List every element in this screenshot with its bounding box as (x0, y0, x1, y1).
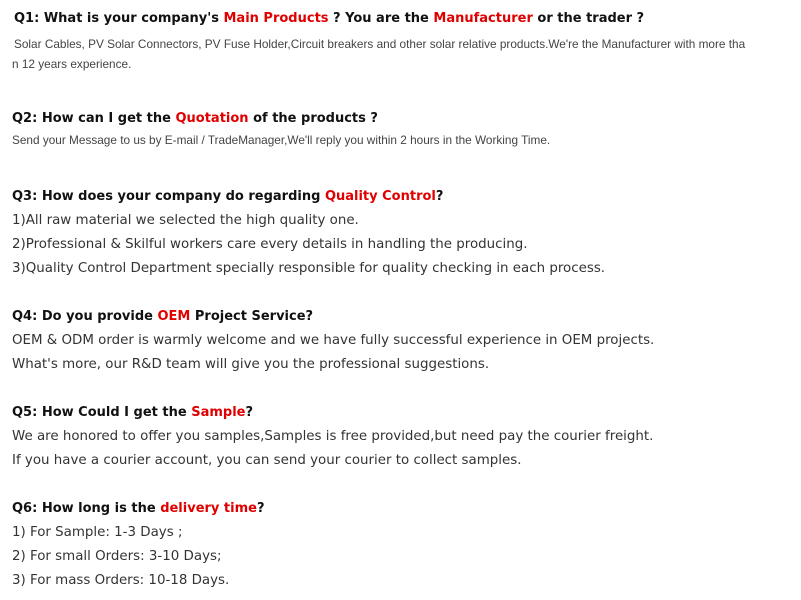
answer-6-line-3: 3) For mass Orders: 10-18 Days. (12, 573, 230, 588)
question-1 (14, 10, 644, 28)
question-5 (12, 404, 253, 422)
question-3 (12, 188, 443, 206)
question-6-highlight-delivery-time: delivery time (160, 501, 257, 516)
answer-3-line-1: 1)All raw material we selected the high quality one. (12, 213, 359, 228)
question-5-highlight-sample: Sample (191, 405, 246, 420)
question-3-text-end: ? (435, 189, 444, 204)
answer-1-line-2: n 12 years experience. (12, 57, 132, 71)
answer-1-line-1: Solar Cables, PV Solar Connectors, PV Fuse Holder,Circuit breakers and other solar relative products.We're the Manufacturer with more tha (14, 37, 746, 51)
question-2 (12, 110, 378, 128)
question-2-text-end: of the products ? (248, 111, 378, 126)
question-2-text: Q2: How can I get the (12, 111, 176, 126)
answer-4-line-2: What's more, our R&D team will give you the professional suggestions. (12, 357, 490, 372)
question-1-highlight-manufacturer: Manufacturer (433, 11, 533, 26)
answer-5-line-1: We are honored to offer you samples,Samples is free provided,but need pay the courier freight. (12, 429, 654, 444)
question-1-text-end: or the trader ? (532, 11, 645, 26)
question-1-text-mid: ? You are the (328, 11, 434, 26)
answer-6-line-1: 1) For Sample: 1-3 Days ; (12, 525, 183, 540)
answer-4-line-1: OEM & ODM order is warmly welcome and we have fully successful experience in OEM projects. (12, 333, 655, 348)
question-4-highlight-oem: OEM (157, 309, 191, 324)
answer-6-line-2: 2) For small Orders: 3-10 Days; (12, 549, 222, 564)
question-3-highlight-quality-control: Quality Control (324, 189, 436, 204)
question-3-text: Q3: How does your company do regarding (12, 189, 325, 204)
question-6-text-end: ? (256, 501, 265, 516)
answer-2-line-1: Send your Message to us by E-mail / TradeManager,We'll reply you within 2 hours in the Working Time. (12, 133, 551, 147)
answer-3-line-3: 3)Quality Control Department specially responsible for quality checking in each process. (12, 261, 606, 276)
answer-5-line-2: If you have a courier account, you can send your courier to collect samples. (12, 453, 522, 468)
question-6 (12, 500, 265, 518)
question-4-text: Q4: Do you provide (12, 309, 158, 324)
question-4 (12, 308, 313, 326)
question-6-text: Q6: How long is the (12, 501, 161, 516)
question-5-text-end: ? (245, 405, 254, 420)
question-1-text: Q1: What is your company's (14, 11, 224, 26)
question-5-text: Q5: How Could I get the (12, 405, 192, 420)
question-2-highlight-quotation: Quotation (175, 111, 249, 126)
question-4-text-end: Project Service? (190, 309, 314, 324)
question-1-highlight-main-products: Main Products (223, 11, 329, 26)
answer-3-line-2: 2)Professional & Skilful workers care every details in handling the producing. (12, 237, 528, 252)
